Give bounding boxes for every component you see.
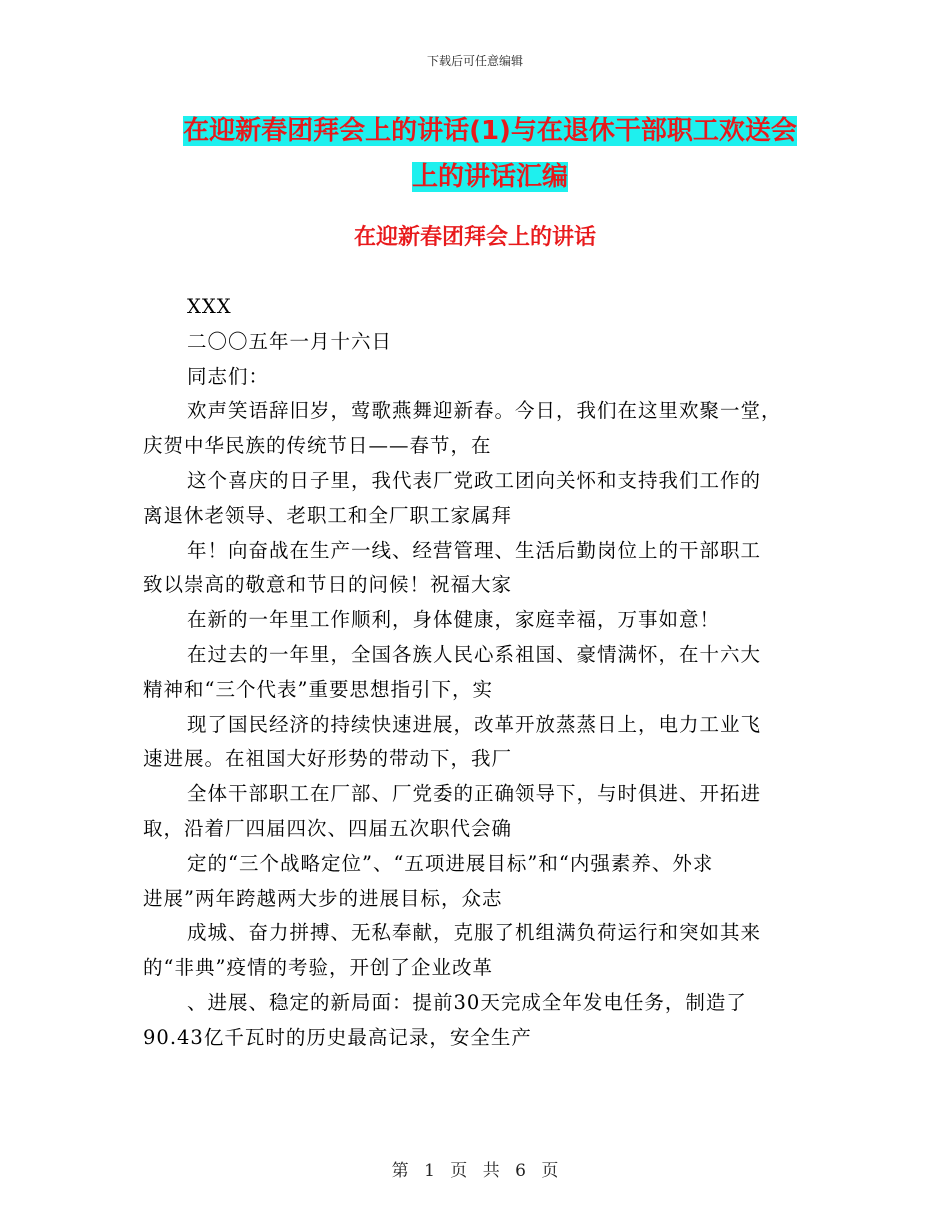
body-line: 进展”两年跨越两大步的进展目标，众志 [143, 886, 503, 910]
body-line: 在过去的一年里，全国各族人民心系祖国、豪情满怀，在十六大 [187, 642, 762, 666]
body-line: 在新的一年里工作顺利，身体健康，家庭幸福，万事如意！ [187, 608, 721, 632]
document-body [143, 290, 813, 1056]
total-label: 共 [482, 1161, 500, 1181]
body-line: 成城、奋力拼搏、无私奉献，克服了机组满负荷运行和突如其来 [187, 921, 762, 945]
body-line: 、进展、稳定的新局面：提前30天完成全年发电任务，制造了 [187, 990, 747, 1014]
body-line: 庆贺中华民族的传统节日——春节，在 [143, 434, 492, 458]
body-line: 的“非典”疫情的考验，开创了企业改革 [143, 956, 493, 980]
section-title: 在迎新春团拜会上的讲话 [353, 225, 596, 250]
body-line: 取，沿着厂四届四次、四届五次职代会确 [143, 816, 513, 840]
page-label: 第 [391, 1161, 409, 1181]
body-line: 90.43亿千瓦时的历史最高记录，安全生产 [143, 1025, 532, 1049]
author-line: XXX [187, 295, 232, 318]
body-line: 这个喜庆的日子里，我代表厂党政工团向关怀和支持我们工作的 [187, 468, 762, 492]
page-unit: 页 [450, 1161, 468, 1181]
body-line: 定的“三个战略定位”、“五项进展目标”和“内强素养、外求 [187, 851, 714, 875]
body-line: 年！向奋战在生产一线、经营管理、生活后勤岗位上的干部职工 [187, 538, 762, 562]
page-number: 1 [424, 1161, 435, 1181]
date-line: 二〇〇五年一月十六日 [187, 329, 393, 353]
total-pages: 6 [515, 1161, 526, 1181]
document-title [140, 108, 840, 200]
title-line-2: 上的讲话汇编 [411, 162, 568, 192]
body-line: 致以崇高的敬意和节日的问候！祝福大家 [143, 573, 513, 597]
title-line-1: 在迎新春团拜会上的讲话(1)与在退休干部职工欢送会 [183, 116, 797, 146]
body-line: 欢声笑语辞旧岁，莺歌燕舞迎新春。今日，我们在这里欢聚一堂， [187, 399, 782, 423]
body-line: 速进展。在祖国大好形势的带动下，我厂 [143, 747, 513, 771]
body-line: 离退休老领导、老职工和全厂职工家属拜 [143, 503, 513, 527]
page-header: 下载后可任意编辑 [426, 54, 523, 68]
total-unit: 页 [541, 1161, 559, 1181]
body-line: 精神和“三个代表”重要思想指引下，实 [143, 677, 493, 701]
body-line: 全体干部职工在厂部、厂党委的正确领导下，与时俱进、开拓进 [187, 782, 762, 806]
page-footer [0, 1156, 950, 1181]
salutation-line: 同志们： [187, 364, 270, 388]
body-line: 现了国民经济的持续快速进展，改革开放蒸蒸日上，电力工业飞 [187, 712, 762, 736]
